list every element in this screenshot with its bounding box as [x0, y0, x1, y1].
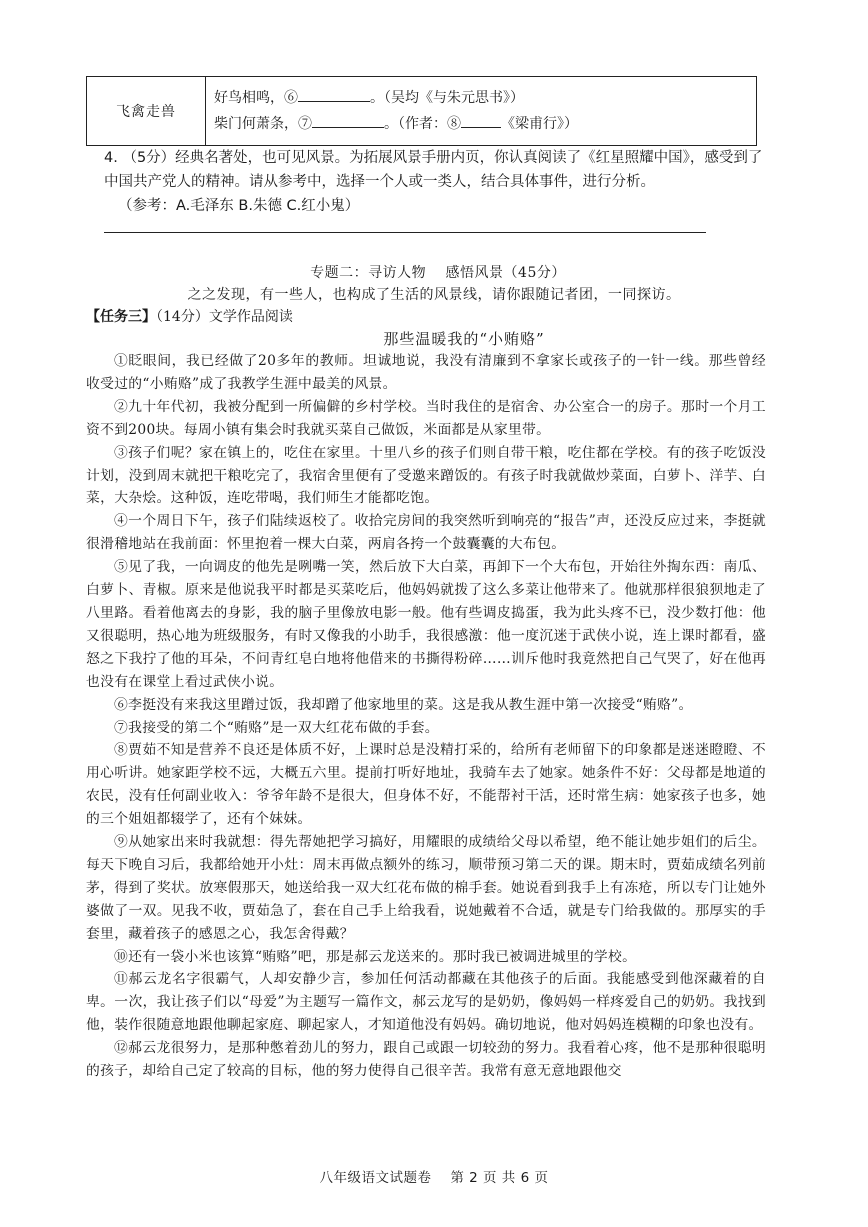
- blank-7[interactable]: [312, 113, 384, 128]
- poem-line-2-source: 《梁甫行》）: [501, 116, 578, 132]
- paragraph: ④一个周日下午，孩子们陆续返校了。收拾完房间的我突然听到响亮的“报告”声，还没反应过来，李挺就很滑稽地站在我前面：怀里抱着一棵大白菜，两肩各挎一个鼓囊囊的大布包。: [86, 513, 766, 553]
- paragraph: ⑦我接受的第二个“贿赂”是一双大红花布做的手套。: [114, 719, 439, 736]
- article-title: 那些温暖我的“小贿赂”: [383, 330, 545, 348]
- paragraph: ⑩还有一袋小米也该算“贿赂”吧，那是郝云龙送来的。那时我已被调进城里的学校。: [114, 948, 637, 965]
- question-4: [104, 146, 768, 218]
- poem-table: [86, 76, 757, 146]
- poem-line-1-source: 。（吴均《与朱元思书》）: [370, 90, 524, 106]
- task-heading: [86, 306, 293, 326]
- poem-line-2: [214, 111, 756, 137]
- question-4-text: 4. （5分）经典名著处，也可见风景。为拓展风景手册内页，你认真阅读了《红星照耀中国》，感受到了中国共产党人的精神。请从参考中，选择一个人或一类人，结合具体事件，进行分析。: [104, 150, 763, 190]
- article-body: [86, 350, 766, 1083]
- answer-line[interactable]: [104, 232, 706, 233]
- paragraph: ⑥李挺没有来我这里蹭过饭，我却蹭了他家地里的菜。这是我从教生涯中第一次接受“贿赂”。: [114, 696, 693, 713]
- category-cell: 飞禽走兽: [87, 77, 206, 146]
- section-intro: 之之发现，有一些人，也构成了生活的风景线，请你跟随记者团，一同探访。: [187, 287, 681, 303]
- paragraph: ①眨眼间，我已经做了20多年的教师。坦诚地说，我没有清廉到不拿家长或孩子的一针一线。那些曾经收受过的“小贿赂”成了我教学生涯中最美的风景。: [86, 353, 766, 392]
- page-footer: 八年级语文试题卷 第 2 页 共 6 页: [319, 1170, 549, 1186]
- paragraph: ⑧贾茹不知是营养不良还是体质不好，上课时总是没精打采的，给所有老师留下的印象都是迷迷瞪瞪、不用心听讲。她家距学校不远，大概五六里。提前打听好地址，我骑车去了她家。她条件不好：父母都是地道的农民，没有任何副业收入：爷爷年龄不是很大，但身体不好，不能帮衬干活，还时常生病：她家孩子也多，她的三个姐姐都辍学了，还有个妹妹。: [86, 742, 766, 828]
- poem-lines-cell: [206, 77, 757, 146]
- paragraph: ③孩子们呢？家在镇上的，吃住在家里。十里八乡的孩子们则自带干粮，吃住都在学校。有的孩子吃饭没计划，没到周末就把干粮吃完了，我宿舍里便有了受邀来蹭饭的。有孩子时我就做炒菜面，白萝卜、洋芋、白菜，大杂烩。这种饭，连吃带喝，我们师生才能都吃饱。: [86, 444, 766, 507]
- poem-line-1: [214, 85, 756, 111]
- blank-8[interactable]: [461, 113, 501, 128]
- section-heading: 专题二：寻访人物 感悟风景（45分）: [310, 265, 566, 281]
- poem-line-2-author: 。（作者：⑧: [384, 116, 461, 132]
- paragraph: ⑪郝云龙名字很霸气，人却安静少言，参加任何活动都藏在其他孩子的后面。我能感受到他深藏着的自卑。一次，我让孩子们以“母爱”为主题写一篇作文，郝云龙写的是奶奶，像妈妈一样疼爱自己的奶奶。我找到他，装作很随意地跟他聊起家庭、聊起家人，才知道他没有妈妈。确切地说，他对妈妈连模糊的印象也没有。: [86, 971, 766, 1034]
- paragraph: ②九十年代初，我被分配到一所偏僻的乡村学校。当时我住的是宿舍、办公室合一的房子。那时一个月工资不到200块。每周小镇有集会时我就买菜自己做饭，米面都是从家里带。: [86, 398, 766, 438]
- question-4-reference: （参考：A.毛泽东 B.朱德 C.红小鬼）: [118, 198, 360, 214]
- paragraph: ⑤见了我，一向调皮的他先是咧嘴一笑，然后放下大白菜，再卸下一个大布包，开始往外掏东西：南瓜、白萝卜、青椒。原来是他说我平时都是买菜吃后，他妈妈就拨了这么多菜让他带来了。他就那样很狼狈地走了八里路。看着他离去的身影，我的脑子里像放电影一般。他有些调皮捣蛋，我为此头疼不已，没少数打他：他又很聪明，热心地为班级服务，有时又像我的小助手，我很感激：他一度沉迷于武侠小说，连上课时都看，盛怒之下我拧了他的耳朵，不问青红皂白地将他借来的书撕得粉碎……训斥他时我竟然把自己气哭了，好在他再也没有在课堂上看过武侠小说。: [86, 559, 766, 690]
- poem-line-2-text: 柴门何萧条，⑦: [214, 116, 312, 132]
- blank-6[interactable]: [298, 87, 370, 102]
- task-label: 【任务三】: [86, 309, 156, 325]
- paragraph: ⑨从她家出来时我就想：得先帮她把学习搞好，用耀眼的成绩给父母以希望，绝不能让她步姐们的后尘。每天下晚自习后，我都给她开小灶：周末再做点额外的练习，顺带预习第二天的课。期末时，贾茹成绩名列前茅，得到了奖状。放寒假那天，她送给我一双大红花布做的棉手套。她说看到我手上有冻疮，所以专门让她外婆做了一双。见我不收，贾茹急了，套在自己手上给我看，说她戴着不合适，就是专门给我做的。那厚实的手套里，藏着孩子的感恩之心，我怎舍得戴？: [86, 834, 766, 942]
- poem-line-1-text: 好鸟相鸣，⑥: [214, 90, 298, 106]
- task-text: （14分）文学作品阅读: [156, 309, 293, 325]
- paragraph: ⑫郝云龙很努力，是那种憋着劲儿的努力，跟自己或跟一切较劲的努力。我看着心疼，他不是那种很聪明的孩子，却给自己定了较高的目标，他的努力使得自己很辛苦。我常有意无意地跟他交: [86, 1040, 766, 1080]
